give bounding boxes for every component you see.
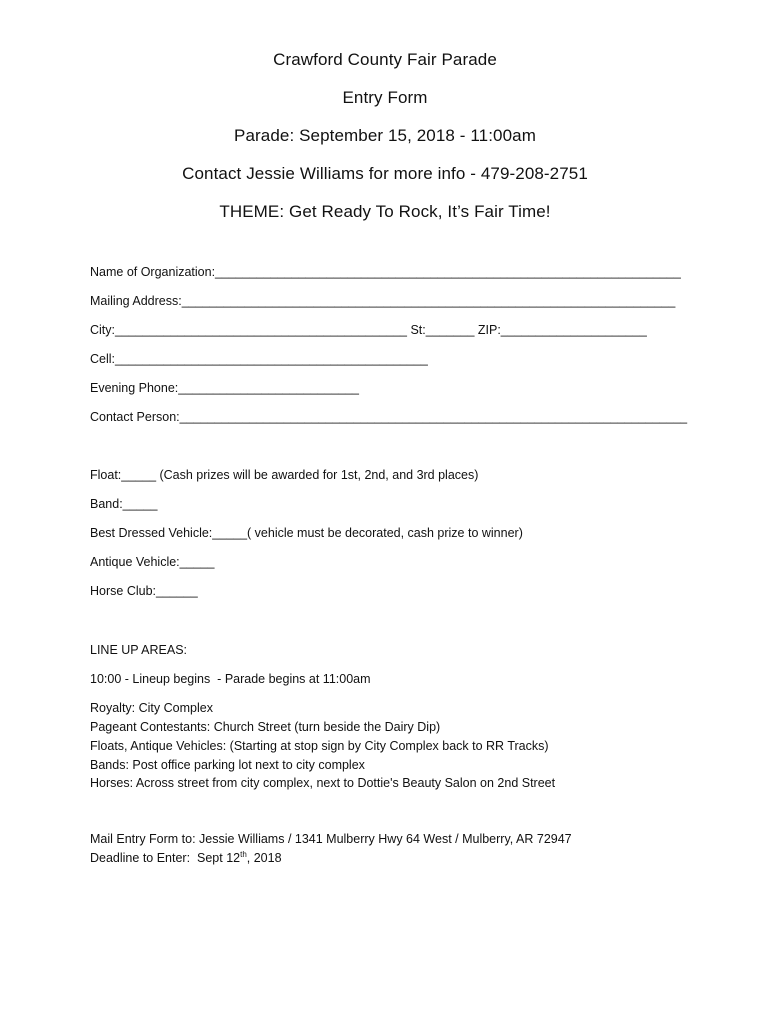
- city-state-zip-field: City:__________________________________________ St:_______ ZIP:_____________________: [90, 323, 647, 337]
- organization-field: Name of Organization:___________________________________________________________________: [90, 265, 681, 279]
- mailing-address-field: Mailing Address:_______________________________________________________________________: [90, 294, 676, 308]
- contact-person-field: Contact Person:_________________________________________________________________________: [90, 410, 688, 424]
- antique-vehicle-entry: Antique Vehicle:_____: [90, 555, 215, 569]
- lineup-horses: Horses: Across street from city complex, next to Dottie's Beauty Salon on 2nd Street: [90, 776, 556, 790]
- theme-line: THEME: Get Ready To Rock, It’s Fair Time!: [219, 202, 551, 221]
- deadline-superscript: th: [240, 850, 247, 859]
- lineup-floats: Floats, Antique Vehicles: (Starting at stop sign by City Complex back to RR Tracks): [90, 739, 549, 753]
- best-dressed-entry: Best Dressed Vehicle:_____( vehicle must be decorated, cash prize to winner): [90, 526, 523, 540]
- form-title: Crawford County Fair Parade: [273, 50, 497, 69]
- cell-field: Cell:_____________________________________________: [90, 352, 428, 366]
- evening-phone-field: Evening Phone:__________________________: [90, 381, 360, 395]
- lineup-heading: LINE UP AREAS:: [90, 643, 188, 657]
- parade-date: Parade: September 15, 2018 - 11:00am: [234, 126, 536, 145]
- contact-info: Contact Jessie Williams for more info - 479-208-2751: [182, 164, 588, 183]
- float-entry: Float:_____ (Cash prizes will be awarded for 1st, 2nd, and 3rd places): [90, 468, 479, 482]
- lineup-royalty: Royalty: City Complex: [90, 701, 213, 715]
- band-entry: Band:_____: [90, 497, 158, 511]
- lineup-times: 10:00 - Lineup begins - Parade begins at 11:00am: [90, 672, 371, 686]
- deadline-prefix: Deadline to Enter: Sept 12: [90, 851, 241, 865]
- mail-to-line: Mail Entry Form to: Jessie Williams / 1341 Mulberry Hwy 64 West / Mulberry, AR 72947: [90, 832, 572, 846]
- deadline-suffix: , 2018: [246, 851, 282, 865]
- horse-club-entry: Horse Club:______: [90, 584, 198, 598]
- lineup-bands: Bands: Post office parking lot next to city complex: [90, 758, 365, 772]
- form-subtitle: Entry Form: [342, 88, 428, 107]
- deadline-line: [90, 851, 282, 865]
- lineup-pageant: Pageant Contestants: Church Street (turn beside the Dairy Dip): [90, 720, 441, 734]
